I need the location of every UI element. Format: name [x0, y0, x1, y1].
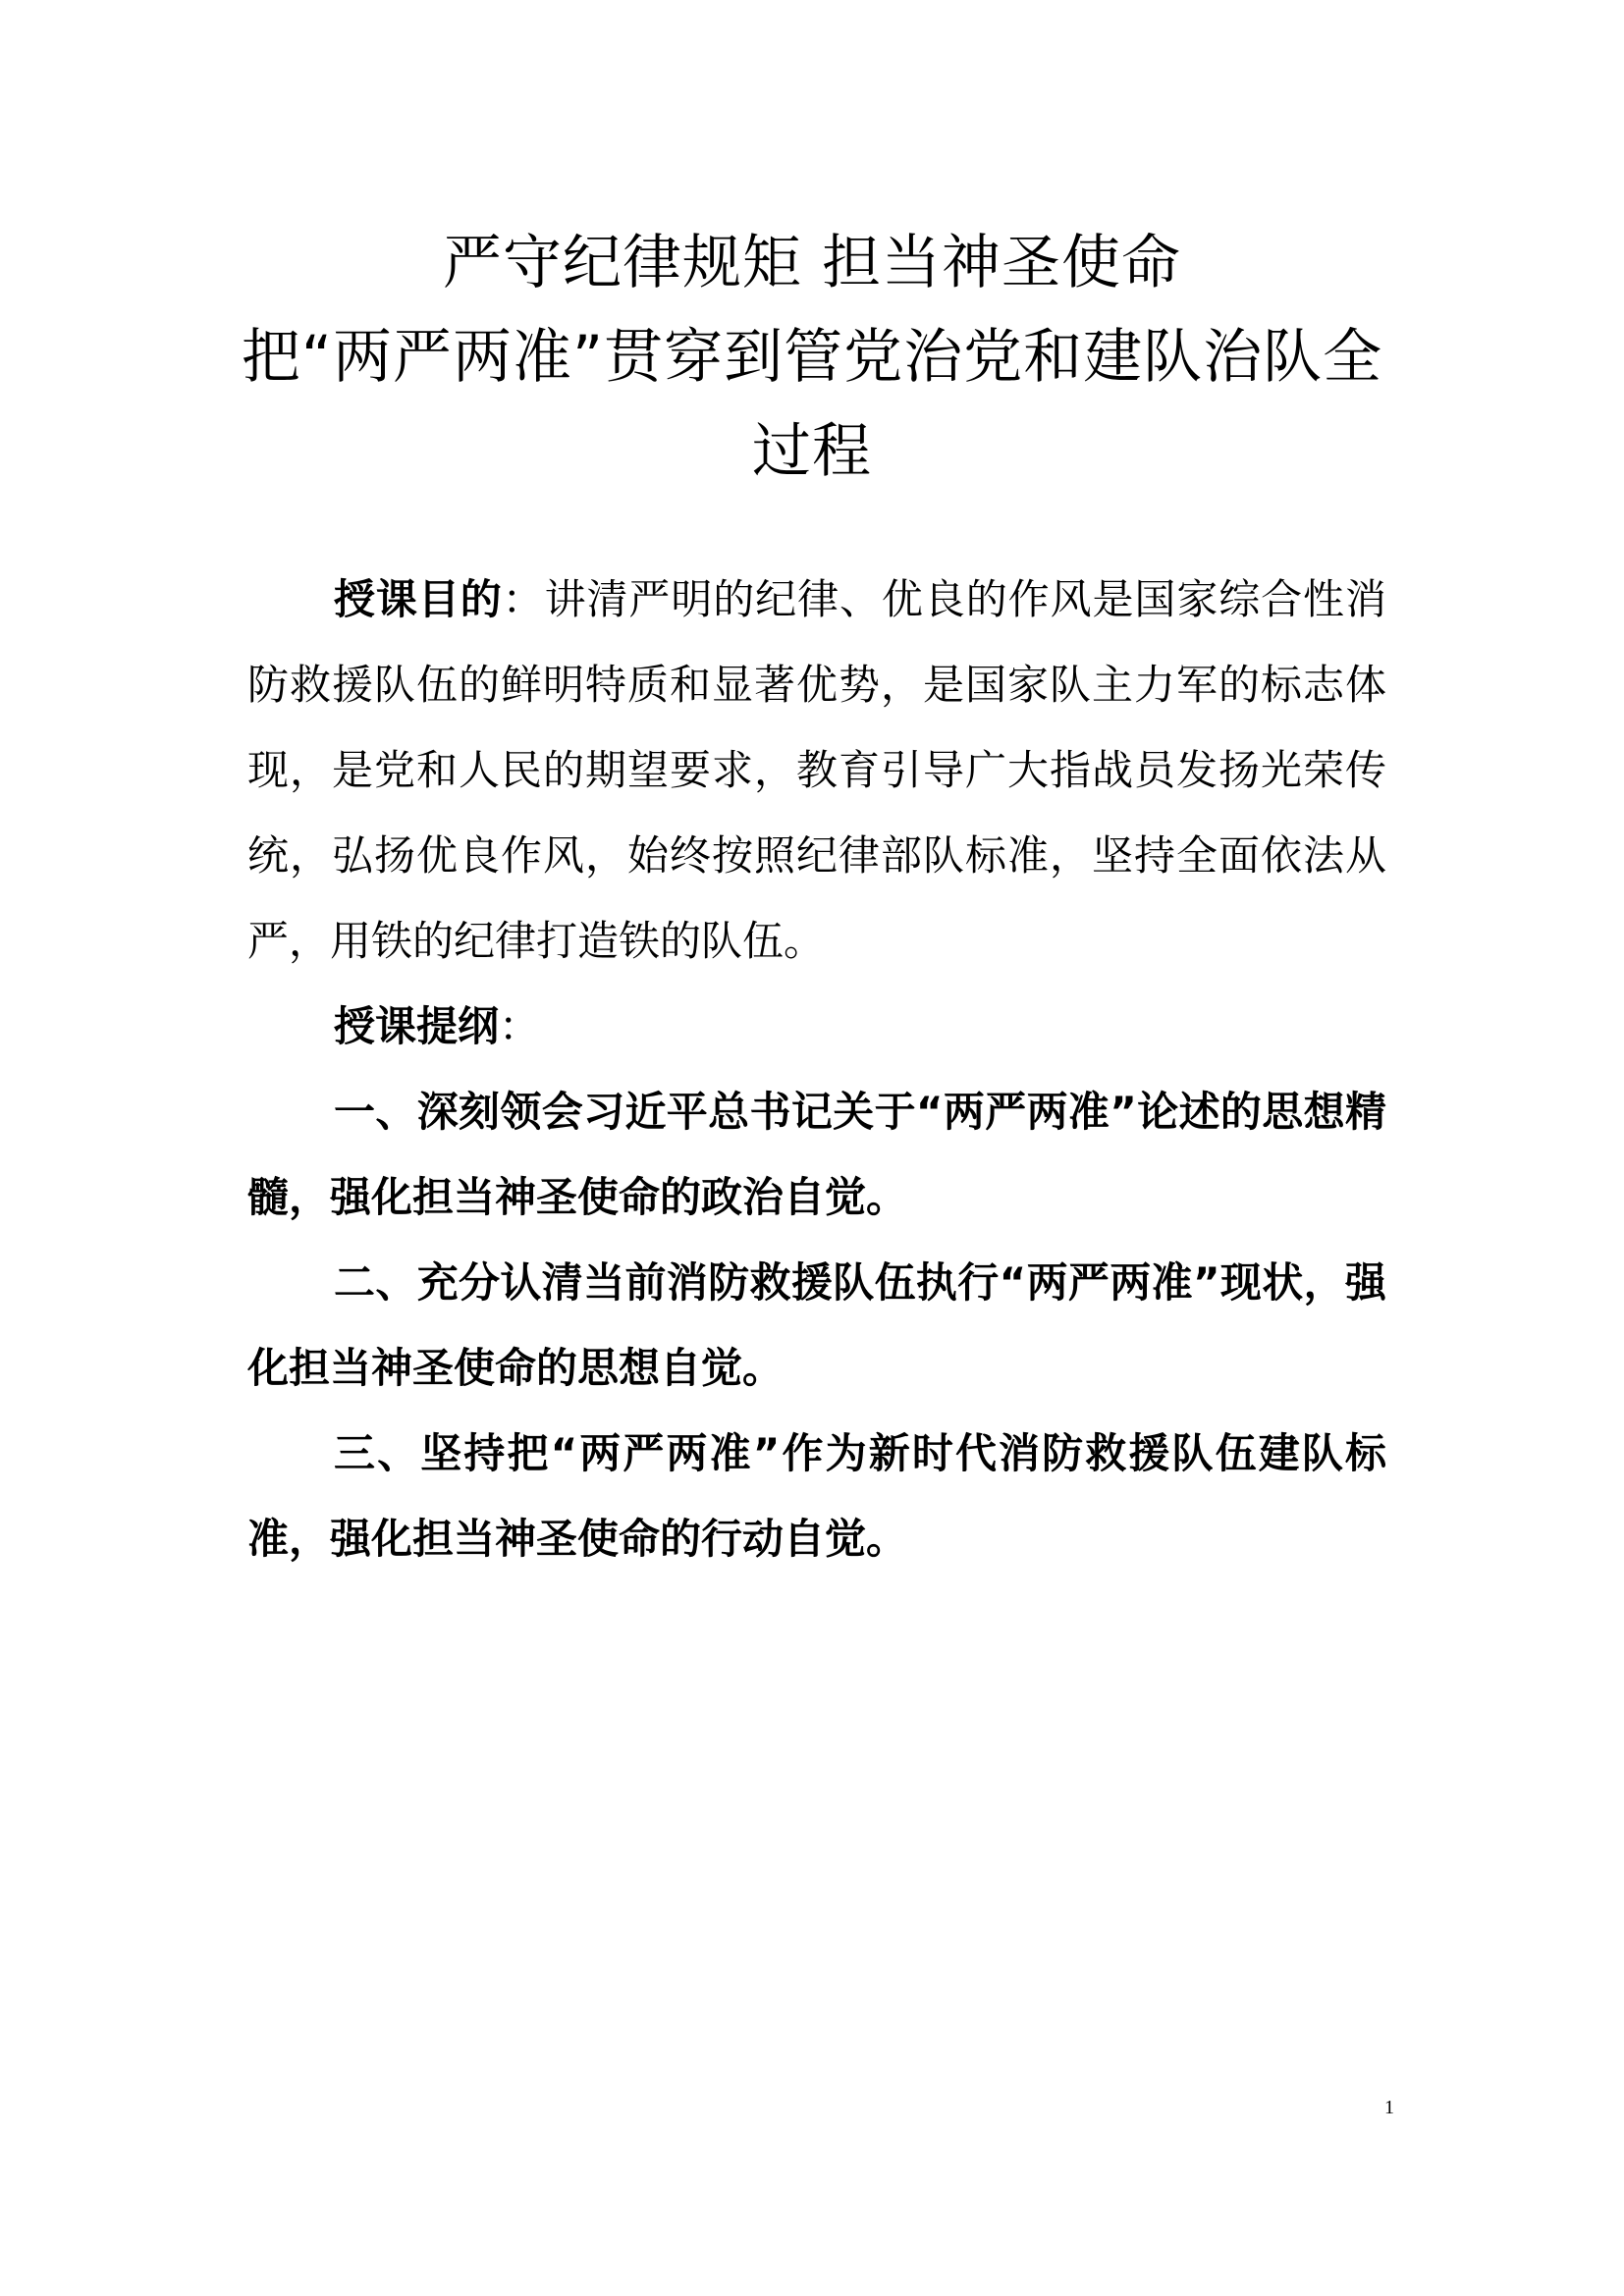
page-number: 1	[1384, 2097, 1394, 2118]
purpose-paragraph	[247, 557, 1386, 984]
title-line-1: 严守纪律规矩 担当神圣使命	[442, 229, 1182, 297]
outline-item-2: 二、充分认清当前消防救援队伍执行“两严两准”现状，强化担当神圣使命的思想自觉。	[247, 1258, 1386, 1392]
outline-label: 授课提纲	[334, 1002, 500, 1050]
document-title	[226, 216, 1398, 499]
title-line-3: 过程	[752, 417, 872, 486]
title-line-2: 把“两严两准”贯穿到管党治党和建队治队全	[241, 323, 1383, 392]
outline-item-3: 三、坚持把“两严两准”作为新时代消防救援队伍建队标准，强化担当神圣使命的行动自觉。	[247, 1429, 1386, 1563]
outline-separator: ：	[499, 1002, 541, 1050]
outline-item-1: 一、深刻领会习近平总书记关于“两严两准”论述的思想精髓，强化担当神圣使命的政治自觉。	[247, 1088, 1386, 1221]
document-body	[247, 557, 1386, 1581]
purpose-text: 讲清严明的纪律、优良的作风是国家综合性消防救援队伍的鲜明特质和显著优势，是国家队主力军的标志体现，是党和人民的期望要求，教育引导广大指战员发扬光荣传统，弘扬优良作风，始终按照纪律部队标准，坚持全面依法从严，用铁的纪律打造铁的队伍。	[247, 575, 1386, 965]
purpose-separator: ：	[502, 575, 545, 623]
outline-heading	[247, 984, 1386, 1069]
purpose-label: 授课目的	[334, 575, 503, 623]
